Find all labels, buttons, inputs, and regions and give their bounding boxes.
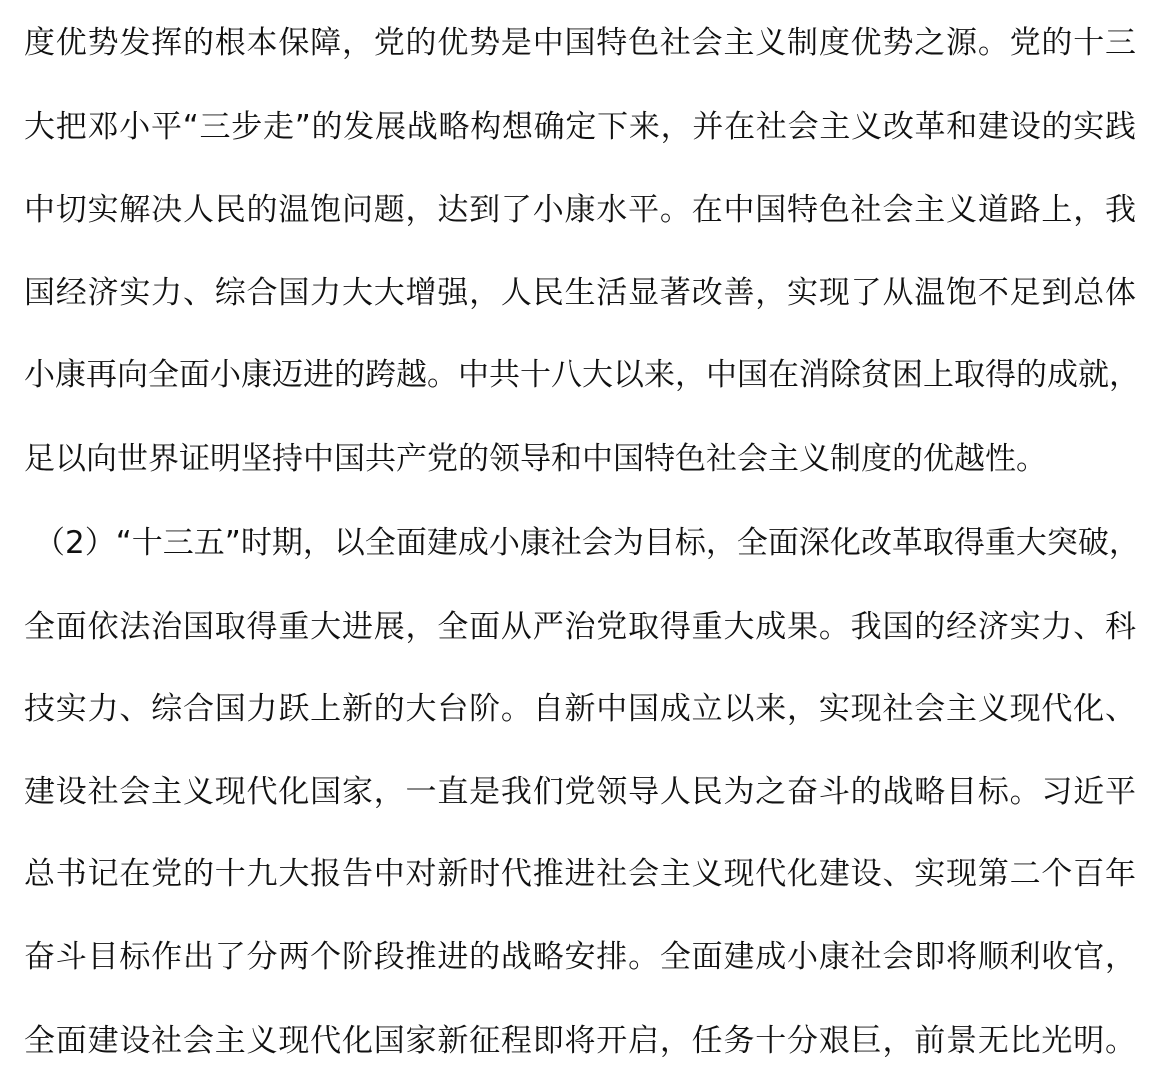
text-line-13: 全面建设社会主义现代化国家新征程即将开启，任务十分艰巨，前景无比光明。: [24, 1023, 1136, 1059]
text-line-10: 建设社会主义现代化国家，一直是我们党领导人民为之奋斗的战略目标。习近平: [24, 774, 1136, 810]
text-line-9: 技实力、综合国力跃上新的大台阶。自新中国成立以来，实现社会主义现代化、: [24, 691, 1136, 727]
text-line-11: 总书记在党的十九大报告中对新时代推进社会主义现代化建设、实现第二个百年: [24, 856, 1136, 892]
text-line-6: 足以向世界证明坚持中国共产党的领导和中国特色社会主义制度的优越性。: [24, 441, 1047, 477]
text-line-1: 度优势发挥的根本保障，党的优势是中国特色社会主义制度优势之源。党的十三: [24, 25, 1136, 61]
text-line-7: （2）“十三五”时期，以全面建成小康社会为目标，全面深化改革取得重大突破，: [34, 525, 1140, 561]
text-line-2: 大把邓小平“三步走”的发展战略构想确定下来，并在社会主义改革和建设的实践: [24, 109, 1136, 145]
text-line-3: 中切实解决人民的温饱问题，达到了小康水平。在中国特色社会主义道路上，我: [24, 192, 1136, 228]
text-line-12: 奋斗目标作出了分两个阶段推进的战略安排。全面建成小康社会即将顺利收官，: [24, 939, 1136, 975]
text-line-8: 全面依法治国取得重大进展，全面从严治党取得重大成果。我国的经济实力、科: [24, 609, 1136, 645]
text-line-4: 国经济实力、综合国力大大增强，人民生活显著改善，实现了从温饱不足到总体: [24, 275, 1136, 311]
text-line-5: 小康再向全面小康迈进的跨越。中共十八大以来，中国在消除贫困上取得的成就，: [24, 357, 1140, 393]
